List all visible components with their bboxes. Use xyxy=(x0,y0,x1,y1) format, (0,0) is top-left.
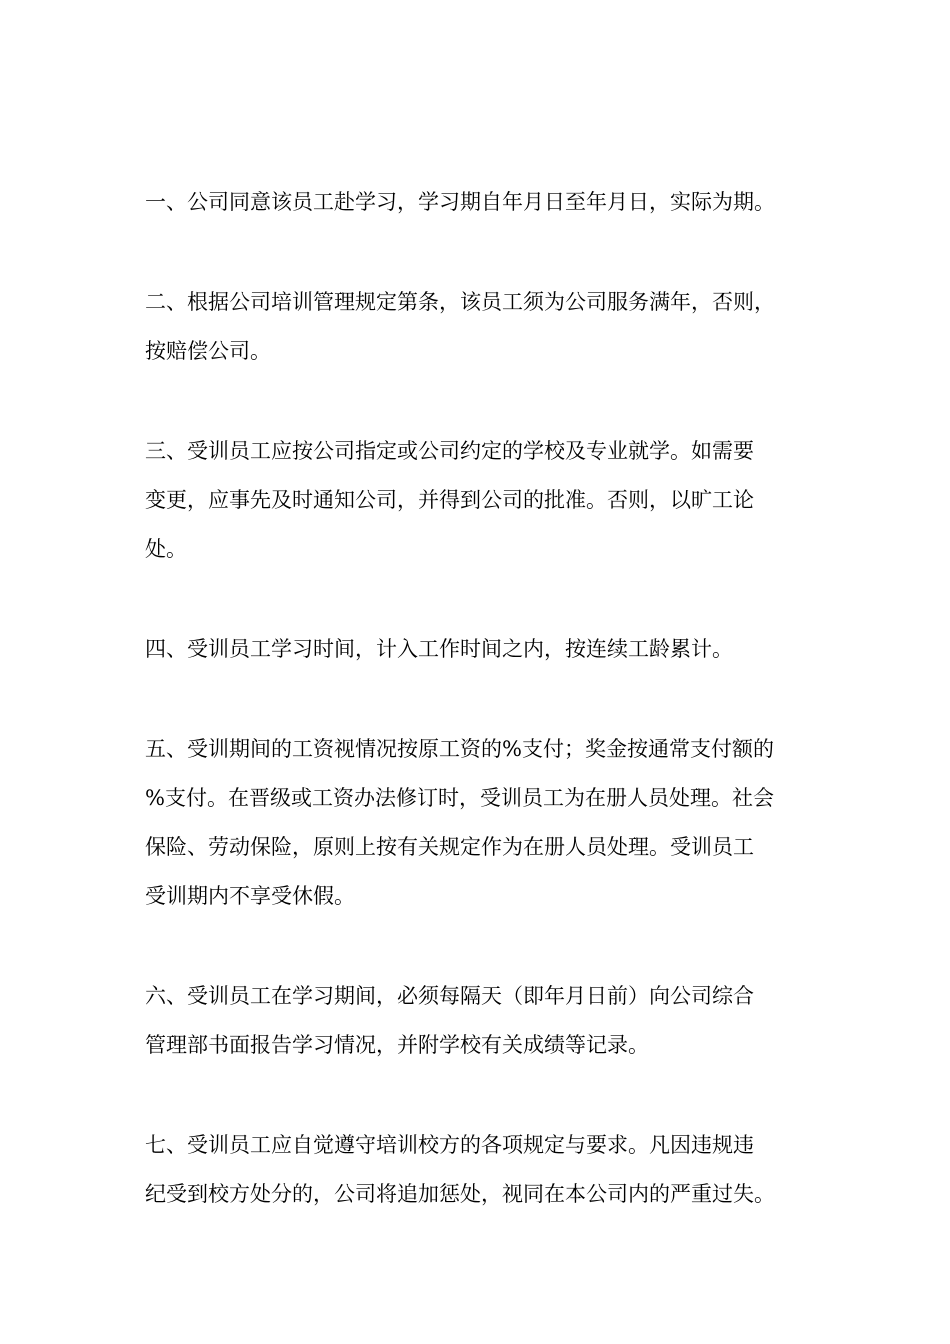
clause-2 xyxy=(145,278,835,376)
text-line: 一、公司同意该员工赴学习，学习期自年月日至年月日，实际为期。 xyxy=(145,190,775,214)
text-line: 四、受训员工学习时间，计入工作时间之内，按连续工龄累计。 xyxy=(145,637,733,661)
clause-6 xyxy=(145,972,835,1070)
clause-1 xyxy=(145,178,835,227)
clause-7 xyxy=(145,1121,835,1219)
text-line: 管理部书面报告学习情况，并附学校有关成绩等记录。 xyxy=(145,1033,649,1057)
text-line: 保险、劳动保险，原则上按有关规定作为在册人员处理。受训员工 xyxy=(145,835,754,859)
text-line: 按赔偿公司。 xyxy=(145,339,271,363)
text-line: 处。 xyxy=(145,537,187,561)
document-body xyxy=(145,178,835,1270)
text-line: 六、受训员工在学习期间，必须每隔天（即年月日前）向公司综合 xyxy=(145,984,754,1008)
text-line: 七、受训员工应自觉遵守培训校方的各项规定与要求。凡因违规违 xyxy=(145,1133,754,1157)
text-line: 受训期内不享受休假。 xyxy=(145,884,355,908)
clause-3 xyxy=(145,427,835,574)
text-line: 三、受训员工应按公司指定或公司约定的学校及专业就学。如需要 xyxy=(145,439,754,463)
clause-4 xyxy=(145,625,835,674)
clause-5 xyxy=(145,725,835,921)
text-line: 二、根据公司培训管理规定第条，该员工须为公司服务满年，否则， xyxy=(145,290,775,314)
text-line: %支付。在晋级或工资办法修订时，受训员工为在册人员处理。社会 xyxy=(145,786,774,810)
text-line: 五、受训期间的工资视情况按原工资的%支付；奖金按通常支付额的 xyxy=(145,737,774,761)
text-line: 变更，应事先及时通知公司，并得到公司的批准。否则，以旷工论 xyxy=(145,488,754,512)
text-line: 纪受到校方处分的，公司将追加惩处，视同在本公司内的严重过失。 xyxy=(145,1182,775,1206)
